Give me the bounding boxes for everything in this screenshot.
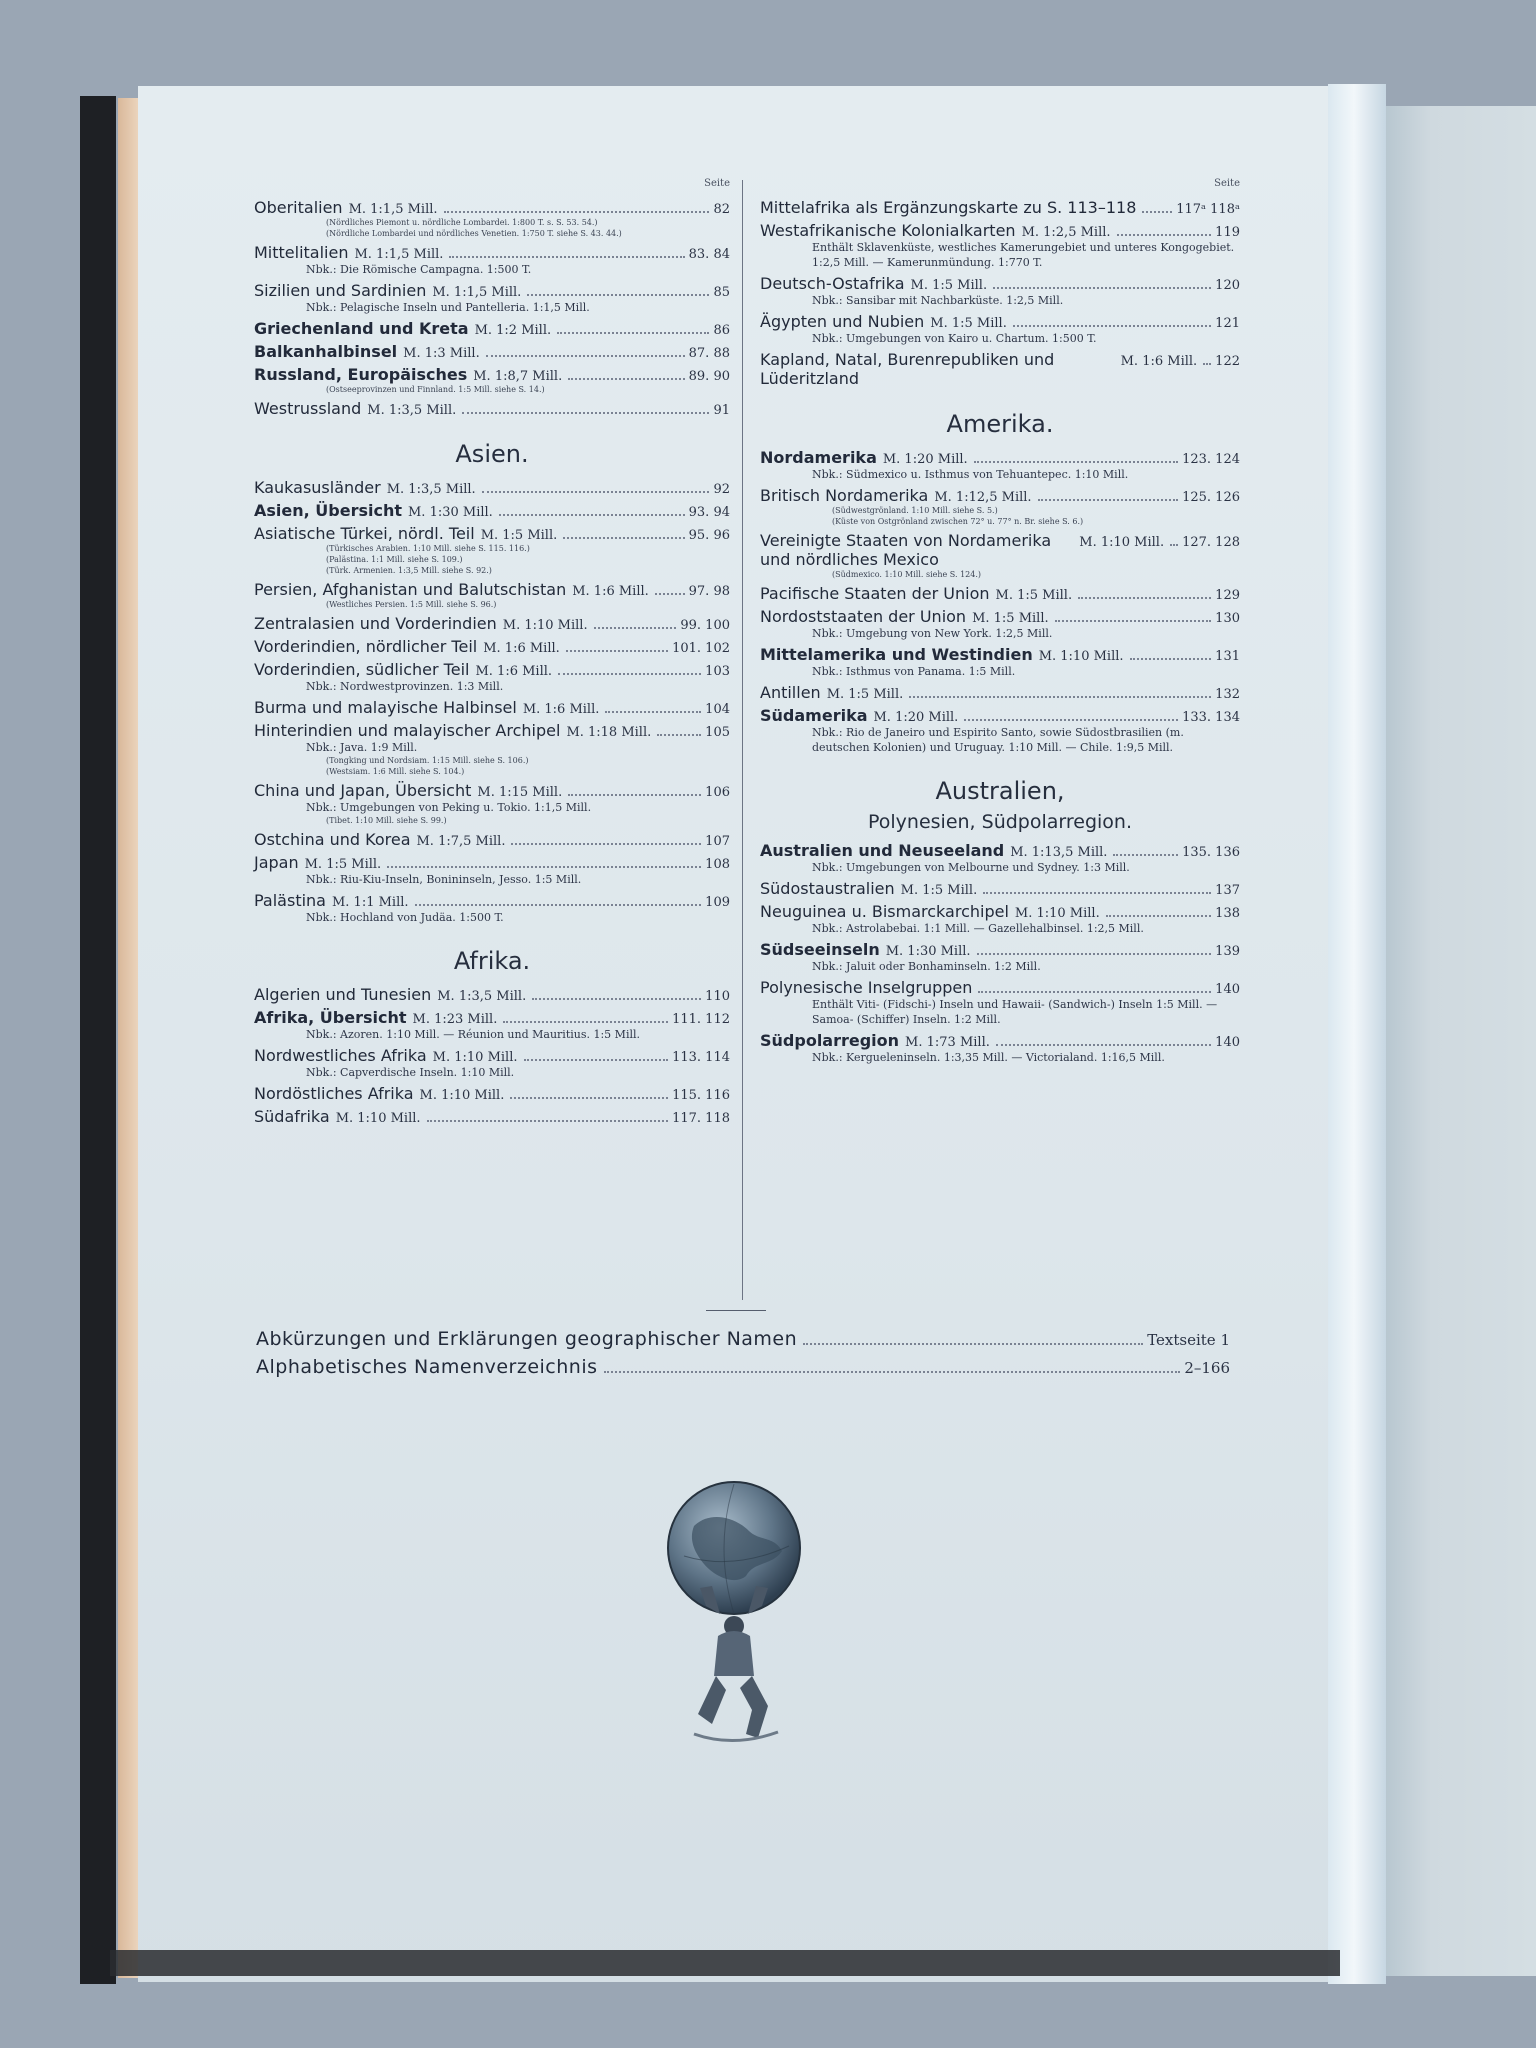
appendix-list	[256, 1322, 1230, 1378]
entry-name: Südafrika	[254, 1107, 330, 1126]
toc-entry[interactable]	[254, 698, 730, 717]
entry-name: Nordöstliches Afrika	[254, 1084, 414, 1103]
entry-page-number: 130	[1215, 611, 1240, 626]
toc-entry[interactable]	[760, 841, 1240, 860]
entry-name: Britisch Nordamerika	[760, 486, 929, 505]
entry-nebenkarte: Enthält Sklavenküste, westliches Kamerungebiet und unteres Kongogebiet. 1:2,5 Mill. — Kamerunmündung. 1:770 T.	[812, 241, 1235, 269]
entry-name: Persien, Afghanistan und Balutschistan	[254, 580, 567, 599]
toc-entry[interactable]	[254, 637, 730, 656]
toc-entry[interactable]	[254, 243, 730, 262]
entry-page-number: 87. 88	[688, 346, 730, 361]
entry-name: Deutsch-Ostafrika	[760, 274, 905, 293]
separator-rule	[706, 1310, 766, 1311]
entry-name: Mittelamerika und Westindien	[760, 645, 1033, 664]
entry-name: Abkürzungen und Erklärungen geographischer Namen	[256, 1328, 798, 1350]
leader-dots	[1170, 544, 1178, 546]
entry-scale: M. 1:1 Mill.	[331, 895, 409, 910]
entry-name: Nordamerika	[760, 448, 877, 467]
entry-page-number: 121	[1215, 316, 1240, 331]
leader-dots	[594, 627, 677, 629]
toc-entry[interactable]	[254, 342, 730, 361]
entry-scale: M. 1:3,5 Mill.	[367, 403, 457, 418]
entry-scale: M. 1:5 Mill.	[910, 278, 988, 293]
toc-entry[interactable]	[760, 350, 1240, 388]
entry-name: Nordwestliches Afrika	[254, 1046, 427, 1065]
entry-note: (Nördliche Lombardei und nördliches Venetien. 1:750 T. siehe S. 43. 44.)	[326, 229, 622, 238]
entry-nebenkarte: Nbk.: Umgebungen von Peking u. Tokio. 1:1,5 Mill.	[306, 801, 592, 814]
leader-dots	[499, 514, 685, 516]
entry-name: Asiatische Türkei, nördl. Teil	[254, 524, 475, 543]
entry-name: Mittelafrika als Ergänzungskarte zu S. 113–118	[760, 198, 1137, 217]
leader-dots	[566, 650, 668, 652]
entry-page-number: 119	[1215, 225, 1240, 240]
entry-note: (Tongking und Nordsiam. 1:15 Mill. siehe S. 106.)	[326, 756, 529, 765]
entry-page-number: 92	[713, 482, 730, 497]
entry-name: Antillen	[760, 683, 821, 702]
section-heading-australien: Australien,	[935, 777, 1065, 805]
entry-scale: M. 1:73 Mill.	[905, 1035, 990, 1050]
entry-nebenkarte: Nbk.: Pelagische Inseln und Pantelleria. 1:1,5 Mill.	[306, 301, 590, 314]
entry-name: Oberitalien	[254, 198, 343, 217]
entry-page-number: 110	[705, 989, 730, 1004]
toc-entry[interactable]	[760, 879, 1240, 898]
toc-entry[interactable]	[760, 940, 1240, 959]
toc-entry[interactable]	[254, 1084, 730, 1103]
entry-page-number: 91	[713, 403, 730, 418]
entry-page-number: 132	[1215, 687, 1240, 702]
book-cover-edge	[110, 1950, 1340, 1976]
entry-scale: M. 1:18 Mill.	[566, 725, 652, 740]
entry-page-number: 108	[705, 857, 730, 872]
entry-name: Japan	[254, 853, 299, 872]
leader-dots	[532, 998, 701, 1000]
entry-nebenkarte: Nbk.: Riu-Kiu-Inseln, Bonininseln, Jesso. 1:5 Mill.	[306, 873, 582, 886]
afrika-list	[254, 985, 730, 1126]
entry-name: Kapland, Natal, Burenrepubliken und Lüderitzland	[760, 350, 1055, 388]
entry-page-number: 140	[1215, 982, 1240, 997]
entry-page-number: Textseite 1	[1147, 1331, 1230, 1349]
entry-page-number: 82	[713, 202, 730, 217]
entry-scale: M. 1:5 Mill.	[304, 857, 382, 872]
entry-name: Vorderindien, nördlicher Teil	[254, 637, 478, 656]
toc-entry[interactable]	[254, 830, 730, 849]
leader-dots	[1106, 915, 1211, 917]
entry-scale: M. 1:1,5 Mill.	[354, 247, 444, 262]
entry-name: Balkanhalbinsel	[254, 342, 398, 361]
entry-name: Westafrikanische Kolonialkarten	[760, 221, 1016, 240]
entry-scale: M. 1:7,5 Mill.	[416, 834, 506, 849]
leader-dots	[511, 843, 701, 845]
entry-name: Australien und Neuseeland	[760, 841, 1005, 860]
entry-scale: M. 1:3,5 Mill.	[386, 482, 476, 497]
entry-name: Palästina	[254, 891, 326, 910]
leader-dots	[1055, 620, 1212, 622]
entry-scale: M. 1:6 Mill.	[483, 641, 560, 656]
leader-dots	[655, 593, 685, 595]
entry-nebenkarte: Nbk.: Nordwestprovinzen. 1:3 Mill.	[306, 680, 504, 693]
toc-entry[interactable]	[254, 399, 730, 418]
leader-dots	[510, 1097, 668, 1099]
leader-dots	[1113, 854, 1178, 856]
leader-dots	[568, 378, 684, 380]
entry-scale: M. 1:3 Mill.	[403, 346, 480, 361]
entry-name: Vorderindien, südlicher Teil	[254, 660, 470, 679]
leader-dots	[557, 332, 709, 334]
entry-name: Ägypten und Nubien	[760, 312, 925, 331]
entry-scale: M. 1:10 Mill.	[1079, 535, 1165, 550]
entry-nebenkarte: Enthält Viti- (Fidschi-) Inseln und Hawaii- (Sandwich-) Inseln 1:5 Mill. — Samoa- (Schiffer) Inseln. 1:2 Mill.	[812, 998, 1218, 1026]
asien-list	[254, 478, 730, 925]
amerika-list	[760, 448, 1240, 755]
entry-scale: M. 1:3,5 Mill.	[437, 989, 527, 1004]
entry-name: Alphabetisches Namenverzeichnis	[256, 1356, 598, 1378]
toc-entry[interactable]	[760, 645, 1240, 664]
entry-page-number: 120	[1215, 278, 1240, 293]
entry-scale: M. 1:6 Mill.	[1120, 354, 1198, 369]
section-heading-asien: Asien.	[455, 440, 529, 468]
atlas-globe-icon	[654, 1476, 814, 1756]
australien-list	[760, 841, 1240, 1065]
leader-dots	[978, 991, 1211, 993]
entry-page-number: 127. 128	[1182, 535, 1240, 550]
section-heading-amerika: Amerika.	[946, 410, 1054, 438]
entry-name: Südseeinseln	[760, 940, 880, 959]
entry-scale: M. 1:5 Mill.	[480, 528, 558, 543]
entry-page-number: 137	[1215, 883, 1240, 898]
entry-page-number: 139	[1215, 944, 1240, 959]
toc-entry[interactable]	[760, 1031, 1240, 1050]
leader-dots	[909, 696, 1211, 698]
toc-entry[interactable]	[254, 501, 730, 520]
leader-dots	[977, 953, 1212, 955]
toc-entry[interactable]	[760, 221, 1240, 240]
entry-nebenkarte: Nbk.: Umgebung von New York. 1:2,5 Mill.	[812, 627, 1053, 640]
leader-dots	[387, 866, 701, 868]
section-subheading-australien: Polynesien, Südpolarregion.	[867, 811, 1133, 833]
toc-entry[interactable]	[760, 531, 1240, 569]
leader-dots	[1013, 325, 1211, 327]
entry-page-number: 103	[705, 664, 730, 679]
entry-name: Asien, Übersicht	[254, 501, 402, 520]
toc-entry[interactable]	[760, 448, 1240, 467]
entry-name: China und Japan, Übersicht	[254, 781, 472, 800]
entry-page-number: 133. 134	[1182, 710, 1240, 725]
toc-entry[interactable]	[254, 524, 730, 543]
entry-page-number: 104	[705, 702, 730, 717]
entry-note: (Palästina. 1:1 Mill. siehe S. 109.)	[326, 555, 463, 564]
entry-page-number: 89. 90	[688, 369, 730, 384]
leader-dots	[605, 711, 701, 713]
entry-name: Griechenland und Kreta	[254, 319, 469, 338]
entry-name: Südpolarregion	[760, 1031, 900, 1050]
entry-page-number: 129	[1215, 588, 1240, 603]
entry-name: Afrika, Übersicht	[254, 1008, 407, 1027]
leader-dots	[568, 794, 701, 796]
toc-entry[interactable]	[254, 721, 730, 740]
toc-entry[interactable]	[254, 891, 730, 910]
leader-dots	[449, 256, 684, 258]
entry-name: Vereinigte Staaten von Nordamerika und nördliches Mexico	[760, 531, 1052, 569]
toc-entry[interactable]	[760, 584, 1240, 603]
leader-dots	[604, 1371, 1181, 1373]
entry-note: (Südmexico. 1:10 Mill. siehe S. 124.)	[832, 570, 982, 579]
toc-entry[interactable]	[760, 312, 1240, 331]
entry-nebenkarte: Nbk.: Sansibar mit Nachbarküste. 1:2,5 Mill.	[812, 294, 1064, 307]
leader-dots	[1142, 211, 1172, 213]
entry-page-number: 117. 118	[672, 1111, 730, 1126]
entry-name: Hinterindien und malayischer Archipel	[254, 721, 561, 740]
entry-name: Südostaustralien	[760, 879, 895, 898]
entry-scale: M. 1:8,7 Mill.	[473, 369, 563, 384]
entry-page-number: 93. 94	[688, 505, 730, 520]
entry-scale: M. 1:15 Mill.	[477, 785, 563, 800]
toc-entry[interactable]	[254, 660, 730, 679]
toc-entry[interactable]	[254, 198, 730, 217]
entry-scale: M. 1:10 Mill.	[419, 1088, 505, 1103]
entry-page-number: 109	[705, 895, 730, 910]
entry-page-number: 86	[713, 323, 730, 338]
entry-note: (Westliches Persien. 1:5 Mill. siehe S. 96.)	[326, 600, 497, 609]
leader-dots	[415, 904, 702, 906]
entry-nebenkarte: Nbk.: Kergueleninseln. 1:3,35 Mill. — Victorialand. 1:16,5 Mill.	[812, 1051, 1165, 1064]
toc-entry[interactable]	[254, 365, 730, 384]
seite-label: Seite	[704, 178, 730, 189]
toc-entry[interactable]	[256, 1356, 1230, 1378]
entry-name: Kaukasusländer	[254, 478, 381, 497]
entry-note: (Westsiam. 1:6 Mill. siehe S. 104.)	[326, 767, 465, 776]
entry-scale: M. 1:1,5 Mill.	[432, 285, 522, 300]
entry-name: Burma und malayische Halbinsel	[254, 698, 517, 717]
entry-name: Polynesische Inselgruppen	[760, 978, 973, 997]
entry-scale: M. 1:10 Mill.	[502, 618, 588, 633]
entry-note: (Ostseeprovinzen und Finnland. 1:5 Mill. siehe S. 14.)	[326, 385, 545, 394]
entry-scale: M. 1:6 Mill.	[572, 584, 649, 599]
toc-entry[interactable]	[254, 853, 730, 872]
toc-entry[interactable]	[254, 985, 730, 1004]
afrika-continued-list	[760, 198, 1240, 388]
entry-nebenkarte: Nbk.: Jaluit oder Bonhaminseln. 1:2 Mill.	[812, 960, 1041, 973]
toc-entry[interactable]	[760, 978, 1240, 997]
entry-page-number: 123. 124	[1182, 452, 1240, 467]
right-column	[760, 178, 1240, 1065]
entry-scale: M. 1:10 Mill.	[1038, 649, 1124, 664]
toc-entry[interactable]	[254, 614, 730, 633]
leader-dots	[993, 287, 1211, 289]
entry-name: Südamerika	[760, 706, 868, 725]
entry-scale: M. 1:10 Mill.	[335, 1111, 421, 1126]
next-page	[1386, 106, 1536, 1976]
entry-nebenkarte: Nbk.: Südmexico u. Isthmus von Tehuantepec. 1:10 Mill.	[812, 468, 1129, 481]
entry-nebenkarte: Nbk.: Astrolabebai. 1:1 Mill. — Gazellehalbinsel. 1:2,5 Mill.	[812, 922, 1144, 935]
entry-scale: M. 1:10 Mill.	[1014, 906, 1100, 921]
entry-name: Zentralasien und Vorderindien	[254, 614, 497, 633]
entry-scale: M. 1:13,5 Mill.	[1010, 845, 1108, 860]
entry-page-number: 107	[705, 834, 730, 849]
page-gutter	[1328, 84, 1386, 1984]
entry-page-number: 135. 136	[1182, 845, 1240, 860]
leader-dots	[503, 1021, 668, 1023]
entry-scale: M. 1:1,5 Mill.	[348, 202, 438, 217]
column-divider	[742, 180, 743, 1300]
leader-dots	[803, 1343, 1143, 1345]
entry-scale: M. 1:12,5 Mill.	[934, 490, 1032, 505]
entry-note: (Türkisches Arabien. 1:10 Mill. siehe S. 115. 116.)	[326, 544, 530, 553]
entry-scale: M. 1:10 Mill.	[432, 1050, 518, 1065]
entry-scale: M. 1:30 Mill.	[408, 505, 493, 520]
entry-page-number: 140	[1215, 1035, 1240, 1050]
entry-scale: M. 1:20 Mill.	[873, 710, 959, 725]
toc-entry[interactable]	[254, 478, 730, 497]
leader-dots	[1130, 658, 1212, 660]
leader-dots	[1038, 499, 1179, 501]
toc-entry[interactable]	[254, 781, 730, 800]
entry-scale: M. 1:6 Mill.	[475, 664, 553, 679]
entry-note: (Küste von Ostgrönland zwischen 72° u. 77° n. Br. siehe S. 6.)	[832, 517, 1084, 526]
entry-scale: M. 1:2 Mill.	[474, 323, 552, 338]
entry-page-number: 99. 100	[680, 618, 730, 633]
leader-dots	[1078, 597, 1211, 599]
entry-page-number: 111. 112	[672, 1012, 730, 1027]
leader-dots	[1117, 234, 1212, 236]
europe-list	[254, 198, 730, 418]
entry-scale: M. 1:5 Mill.	[826, 687, 904, 702]
entry-page-number: 105	[705, 725, 730, 740]
entry-page-number: 2–166	[1184, 1359, 1230, 1377]
leader-dots	[558, 673, 701, 675]
entry-scale: M. 1:5 Mill.	[995, 588, 1073, 603]
toc-entry[interactable]	[256, 1328, 1230, 1350]
toc-entry[interactable]	[760, 607, 1240, 626]
entry-name: Pacifische Staaten der Union	[760, 584, 990, 603]
entry-name: Nordoststaaten der Union	[760, 607, 967, 626]
section-heading-afrika: Afrika.	[453, 947, 531, 975]
entry-nebenkarte: Nbk.: Umgebungen von Melbourne und Sydney. 1:3 Mill.	[812, 861, 1130, 874]
toc-entry[interactable]	[760, 902, 1240, 921]
toc-entry[interactable]	[254, 1008, 730, 1027]
leader-dots	[1203, 363, 1211, 365]
leader-dots	[996, 1044, 1211, 1046]
leader-dots	[444, 211, 710, 213]
entry-note: (Türk. Armenien. 1:3,5 Mill. siehe S. 92.)	[326, 566, 492, 575]
leader-dots	[427, 1120, 669, 1122]
leader-dots	[482, 491, 710, 493]
toc-entry[interactable]	[760, 486, 1240, 505]
entry-name: Algerien und Tunesien	[254, 985, 432, 1004]
entry-note: (Südwestgrönland. 1:10 Mill. siehe S. 5.)	[832, 506, 998, 515]
entry-nebenkarte: Nbk.: Hochland von Judäa. 1:500 T.	[306, 911, 504, 924]
entry-scale: M. 1:20 Mill.	[882, 452, 968, 467]
toc-entry[interactable]	[760, 274, 1240, 293]
entry-page-number: 115. 116	[672, 1088, 730, 1103]
leader-dots	[486, 355, 685, 357]
leader-dots	[524, 1059, 669, 1061]
entry-page-number: 83. 84	[688, 247, 730, 262]
entry-scale: M. 1:5 Mill.	[972, 611, 1049, 626]
entry-scale: M. 1:5 Mill.	[930, 316, 1007, 331]
entry-nebenkarte: Nbk.: Isthmus von Panama. 1:5 Mill.	[812, 665, 1016, 678]
entry-page-number: 95. 96	[688, 528, 730, 543]
entry-page-number: 125. 126	[1182, 490, 1240, 505]
entry-page-number: 97. 98	[688, 584, 730, 599]
entry-name: Neuguinea u. Bismarckarchipel	[760, 902, 1009, 921]
left-column	[254, 178, 730, 1126]
entry-page-number: 138	[1215, 906, 1240, 921]
leader-dots	[964, 719, 1178, 721]
entry-nebenkarte: Nbk.: Azoren. 1:10 Mill. — Réunion und Mauritius. 1:5 Mill.	[306, 1028, 640, 1041]
toc-entry[interactable]	[760, 198, 1240, 217]
leader-dots	[657, 734, 701, 736]
toc-entry[interactable]	[254, 281, 730, 300]
toc-entry[interactable]	[254, 319, 730, 338]
toc-entry[interactable]	[254, 580, 730, 599]
toc-entry[interactable]	[760, 706, 1240, 725]
entry-note: (Nördliches Piemont u. nördliche Lombardei. 1:800 T. s. S. 53. 54.)	[326, 218, 598, 227]
entry-nebenkarte: Nbk.: Umgebungen von Kairo u. Chartum. 1:500 T.	[812, 332, 1097, 345]
toc-entry[interactable]	[254, 1107, 730, 1126]
leader-dots	[527, 294, 709, 296]
entry-page-number: 117ᵃ 118ᵃ	[1176, 202, 1240, 217]
leader-dots	[563, 537, 684, 539]
entry-name: Westrussland	[254, 399, 362, 418]
entry-scale: M. 1:5 Mill.	[900, 883, 978, 898]
toc-entry[interactable]	[760, 683, 1240, 702]
entry-scale: M. 1:30 Mill.	[885, 944, 971, 959]
entry-scale: M. 1:2,5 Mill.	[1021, 225, 1111, 240]
entry-nebenkarte: Nbk.: Rio de Janeiro und Espirito Santo, sowie Südostbrasilien (m. deutschen Kolonien) und Uruguay. 1:10 Mill. — Chile. 1:9,5 Mill.	[812, 726, 1184, 754]
entry-name: Russland, Europäisches	[254, 365, 468, 384]
entry-nebenkarte: Nbk.: Die Römische Campagna. 1:500 T.	[306, 263, 532, 276]
entry-nebenkarte: Nbk.: Java. 1:9 Mill.	[306, 741, 418, 754]
toc-entry[interactable]	[254, 1046, 730, 1065]
entry-page-number: 113. 114	[672, 1050, 730, 1065]
entry-name: Mittelitalien	[254, 243, 349, 262]
seite-label: Seite	[1214, 178, 1240, 189]
leader-dots	[462, 412, 709, 414]
entry-name: Sizilien und Sardinien	[254, 281, 427, 300]
entry-name: Ostchina und Korea	[254, 830, 411, 849]
entry-page-number: 101. 102	[672, 641, 730, 656]
entry-page-number: 85	[713, 285, 730, 300]
entry-page-number: 122	[1215, 354, 1240, 369]
entry-nebenkarte: Nbk.: Capverdische Inseln. 1:10 Mill.	[306, 1066, 515, 1079]
entry-scale: M. 1:6 Mill.	[522, 702, 600, 717]
entry-scale: M. 1:23 Mill.	[412, 1012, 498, 1027]
entry-page-number: 106	[705, 785, 730, 800]
leader-dots	[983, 892, 1211, 894]
book-spine	[80, 96, 116, 1984]
leader-dots	[974, 461, 1178, 463]
entry-note: (Tibet. 1:10 Mill. siehe S. 99.)	[326, 816, 447, 825]
entry-page-number: 131	[1215, 649, 1240, 664]
